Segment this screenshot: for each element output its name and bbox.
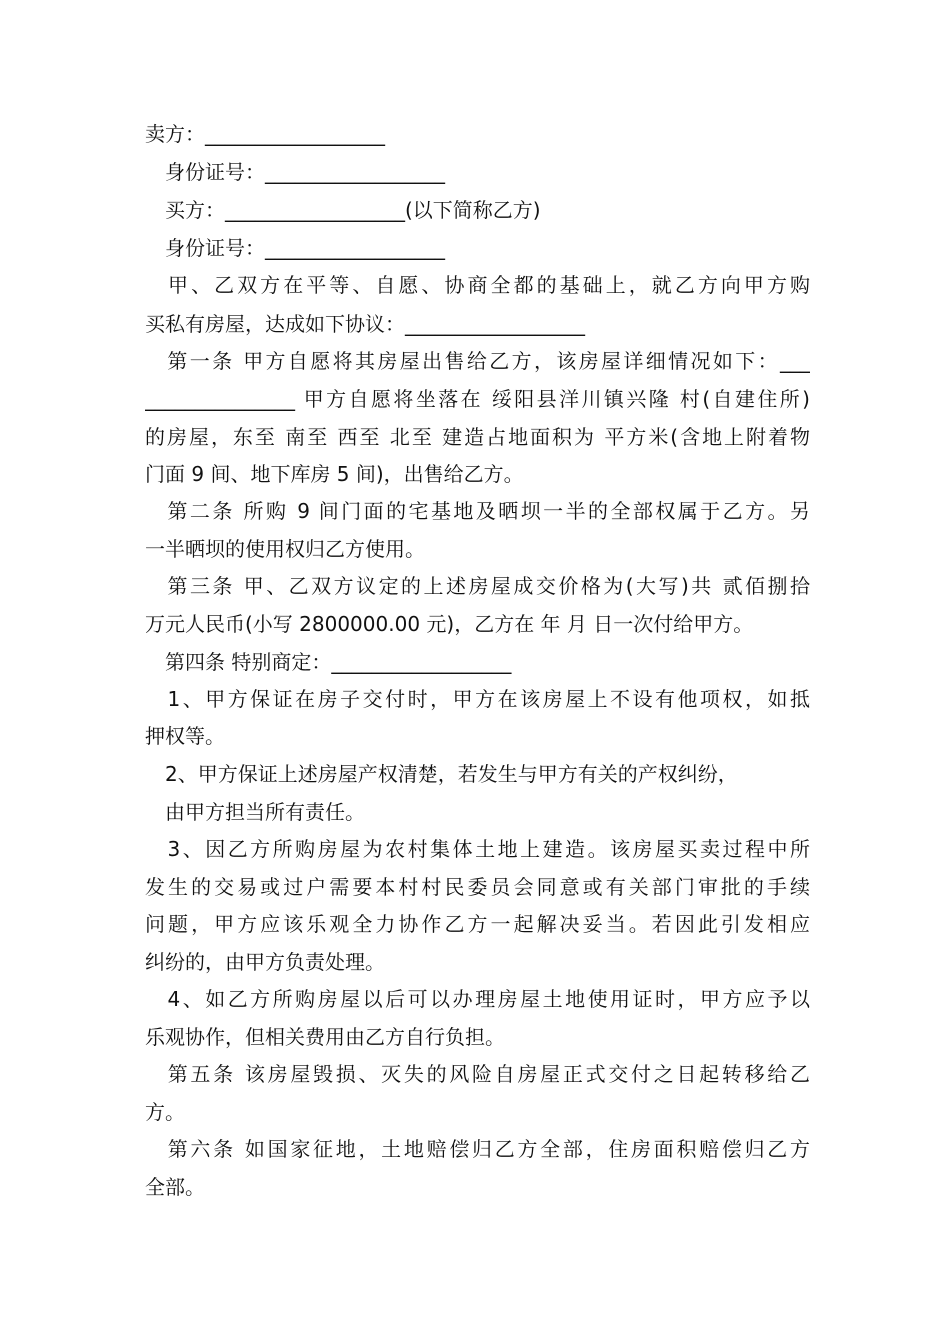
buyer-id-field: 身份证号：__________________ — [145, 236, 445, 260]
clause-4-line-1: 4、如乙方所购房屋以后可以办理房屋土地使用证时，甲方应予以 — [145, 987, 810, 1011]
article-1-line-4: 门面 9 间、地下库房 5 间)，出售给乙方。 — [145, 462, 524, 486]
clause-2-line-2: 由甲方担当所有责任。 — [145, 800, 365, 824]
article-2-line-1: 第二条 所购 9 间门面的宅基地及晒坝一半的全部权属于乙方。另 — [145, 499, 810, 523]
article-4-heading: 第四条 特别商定：__________________ — [145, 650, 512, 674]
article-5-line-1: 第五条 该房屋毁损、灭失的风险自房屋正式交付之日起转移给乙 — [145, 1062, 810, 1086]
article-6-line-1: 第六条 如国家征地，土地赔偿归乙方全部，住房面积赔偿归乙方 — [145, 1137, 810, 1161]
seller-field: 卖方：__________________ — [145, 122, 385, 146]
article-1-line-1: 第一条 甲方自愿将其房屋出售给乙方，该房屋详细情况如下：___ — [145, 349, 810, 373]
article-1-line-2: _______________ 甲方自愿将坐落在 绥阳县洋川镇兴隆 村(自建住所) — [145, 387, 810, 411]
article-1-line-3: 的房屋，东至 南至 西至 北至 建造占地面积为 平方米(含地上附着物 — [145, 425, 810, 449]
clause-2-line-1: 2、甲方保证上述房屋产权清楚，若发生与甲方有关的产权纠纷， — [145, 762, 738, 786]
clause-4-line-2: 乐观协作，但相关费用由乙方自行负担。 — [145, 1025, 505, 1049]
clause-3-line-4: 纠纷的，由甲方负责处理。 — [145, 950, 385, 974]
seller-id-field: 身份证号：__________________ — [145, 160, 445, 184]
article-3-line-1: 第三条 甲、乙双方议定的上述房屋成交价格为(大写)共 贰佰捌拾 — [145, 574, 810, 598]
article-6-line-2: 全部。 — [145, 1175, 205, 1199]
article-3-line-2: 万元人民币(小写 2800000.00 元)，乙方在 年 月 日一次付给甲方。 — [145, 612, 754, 636]
buyer-field: 买方：__________________(以下简称乙方) — [145, 198, 541, 222]
article-2-line-2: 一半晒坝的使用权归乙方使用。 — [145, 537, 425, 561]
article-5-line-2: 方。 — [145, 1100, 185, 1124]
preamble-line-1: 甲、乙双方在平等、自愿、协商全都的基础上，就乙方向甲方购 — [145, 273, 810, 297]
clause-1-line-1: 1、甲方保证在房子交付时，甲方在该房屋上不设有他项权，如抵 — [145, 687, 810, 711]
preamble-line-2: 买私有房屋，达成如下协议：__________________ — [145, 312, 585, 336]
clause-3-line-1: 3、因乙方所购房屋为农村集体土地上建造。该房屋买卖过程中所 — [145, 837, 810, 861]
clause-3-line-2: 发生的交易或过户需要本村村民委员会同意或有关部门审批的手续 — [145, 875, 810, 899]
clause-3-line-3: 问题，甲方应该乐观全力协作乙方一起解决妥当。若因此引发相应 — [145, 912, 810, 936]
clause-1-line-2: 押权等。 — [145, 724, 225, 748]
